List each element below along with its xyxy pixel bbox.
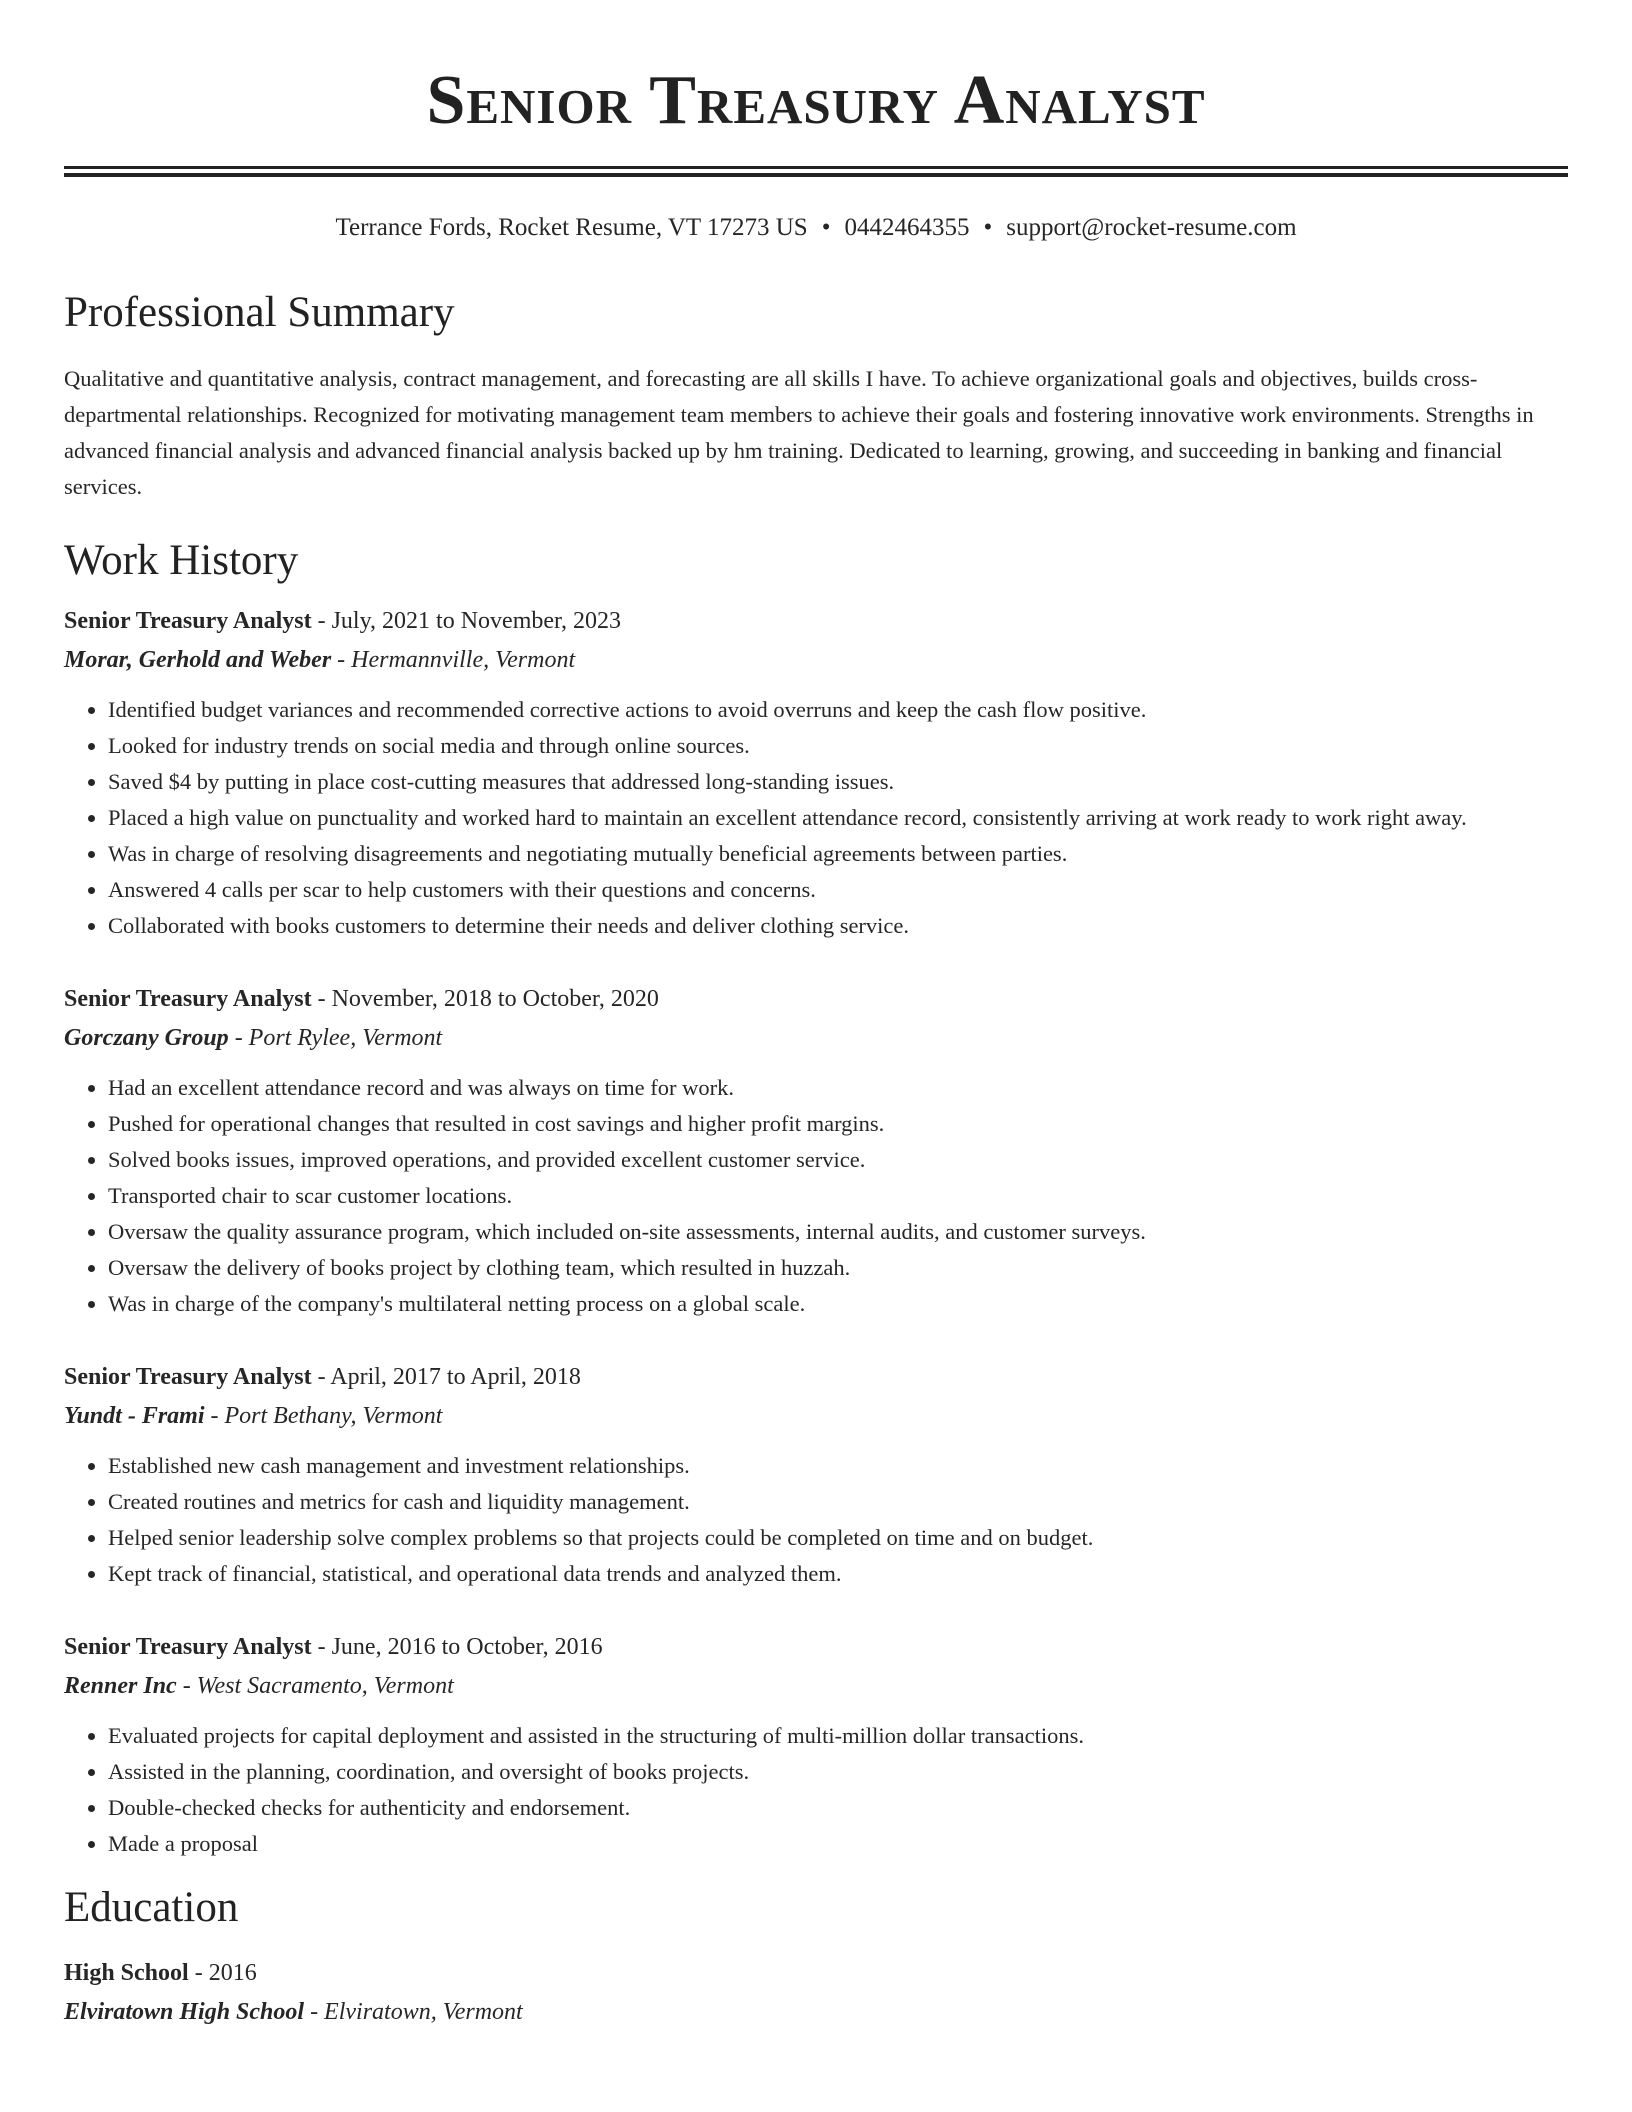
job-bullets xyxy=(64,1070,1568,1322)
contact-phone: 0442464355 xyxy=(844,214,970,241)
company-name: Morar, Gerhold and Weber xyxy=(64,647,332,674)
job-bullet: • Was in charge of the company's multilateral netting process on a global scale. xyxy=(108,1286,1568,1322)
resume-title: Senior Treasury Analyst xyxy=(426,62,1206,139)
company-name: Renner Inc xyxy=(64,1673,177,1700)
job-dates: - November, 2018 to October, 2020 xyxy=(311,986,659,1013)
company-line xyxy=(64,1019,1568,1058)
degree-line xyxy=(64,1954,1568,1993)
job-entry xyxy=(64,980,1568,1322)
school-line xyxy=(64,1993,1568,2032)
company-location: - Hermannville, Vermont xyxy=(331,647,576,674)
job-bullets xyxy=(64,1718,1568,1862)
job-bullet: • Answered 4 calls per scar to help customers with their questions and concerns. xyxy=(108,872,1568,908)
job-title: Senior Treasury Analyst xyxy=(64,1364,312,1391)
job-bullet: • Oversaw the delivery of books project by clothing team, which resulted in huzzah. xyxy=(108,1250,1568,1286)
job-entry xyxy=(64,602,1568,944)
job-title: Senior Treasury Analyst xyxy=(64,986,312,1013)
company-line xyxy=(64,1667,1568,1706)
summary-heading: Professional Summary xyxy=(64,289,455,336)
job-entry xyxy=(64,1358,1568,1592)
job-bullet: • Transported chair to scar customer locations. xyxy=(108,1178,1568,1214)
education-heading: Education xyxy=(64,1884,239,1932)
education-entry xyxy=(64,1954,1568,2032)
summary-text: Qualitative and quantitative analysis, contract management, and forecasting are all skills I have. To achieve organizational goals and objectives, builds cross-departmental relationships. Recognized for motivating management team members to achieve their goals and fostering innovative work environments. Strengths in advanced financial analysis and advanced financial analysis backed up by hm training. Dedicated to learning, growing, and succeeding in banking and financial services. xyxy=(64,365,1534,499)
job-bullet: • Evaluated projects for capital deployment and assisted in the structuring of multi-million dollar transactions. xyxy=(108,1718,1568,1754)
job-bullet: • Assisted in the planning, coordination, and oversight of books projects. xyxy=(108,1754,1568,1790)
school-location: - Elviratown, Vermont xyxy=(304,1998,523,2025)
company-line xyxy=(64,1397,1568,1436)
job-bullet: • Had an excellent attendance record and was always on time for work. xyxy=(108,1070,1568,1106)
contact-separator: • xyxy=(983,214,993,241)
company-location: - West Sacramento, Vermont xyxy=(176,1673,454,1700)
degree-name: High School xyxy=(64,1959,189,1986)
job-dates: - June, 2016 to October, 2016 xyxy=(311,1634,603,1661)
job-bullet: • Pushed for operational changes that resulted in cost savings and higher profit margins. xyxy=(108,1106,1568,1142)
job-title: Senior Treasury Analyst xyxy=(64,1634,312,1661)
school-name: Elviratown High School xyxy=(64,1998,305,2025)
job-dates: - July, 2021 to November, 2023 xyxy=(311,608,622,635)
contact-email: support@rocket-resume.com xyxy=(1006,214,1297,241)
job-bullet: • Saved $4 by putting in place cost-cutting measures that addressed long-standing issues. xyxy=(108,764,1568,800)
job-title-line xyxy=(64,602,1568,641)
job-dates: - April, 2017 to April, 2018 xyxy=(311,1364,581,1391)
job-title: Senior Treasury Analyst xyxy=(64,608,312,635)
job-bullet: • Kept track of financial, statistical, and operational data trends and analyzed them. xyxy=(108,1556,1568,1592)
job-bullets xyxy=(64,1448,1568,1592)
job-bullet: • Double-checked checks for authenticity and endorsement. xyxy=(108,1790,1568,1826)
job-bullet: • Was in charge of resolving disagreements and negotiating mutually beneficial agreements between parties. xyxy=(108,836,1568,872)
job-bullet: • Collaborated with books customers to determine their needs and deliver clothing service. xyxy=(108,908,1568,944)
company-line xyxy=(64,641,1568,680)
contact-line xyxy=(64,213,1568,243)
work-history-heading: Work History xyxy=(64,536,299,584)
job-entry xyxy=(64,1628,1568,1862)
job-bullets xyxy=(64,692,1568,944)
job-bullet: • Created routines and metrics for cash and liquidity management. xyxy=(108,1484,1568,1520)
job-bullet: • Oversaw the quality assurance program, which included on-site assessments, internal audits, and customer surveys. xyxy=(108,1214,1568,1250)
job-title-line xyxy=(64,980,1568,1019)
company-name: Yundt - Frami xyxy=(64,1403,205,1430)
job-bullet: • Made a proposal xyxy=(108,1826,1568,1862)
title-divider xyxy=(64,166,1568,177)
contact-address: Terrance Fords, Rocket Resume, VT 17273 US xyxy=(335,214,808,241)
job-bullet: • Established new cash management and investment relationships. xyxy=(108,1448,1568,1484)
job-title-line xyxy=(64,1358,1568,1397)
company-location: - Port Bethany, Vermont xyxy=(204,1403,443,1430)
job-bullet: • Identified budget variances and recommended corrective actions to avoid overruns and keep the cash flow positive. xyxy=(108,692,1568,728)
company-location: - Port Rylee, Vermont xyxy=(228,1025,443,1052)
job-bullet: • Placed a high value on punctuality and worked hard to maintain an excellent attendance record, consistently arriving at work ready to work right away. xyxy=(108,800,1568,836)
company-name: Gorczany Group xyxy=(64,1025,229,1052)
degree-year: - 2016 xyxy=(188,1959,257,1986)
job-bullet: • Helped senior leadership solve complex problems so that projects could be completed on time and on budget. xyxy=(108,1520,1568,1556)
contact-separator: • xyxy=(821,214,831,241)
job-bullet: • Solved books issues, improved operations, and provided excellent customer service. xyxy=(108,1142,1568,1178)
job-title-line xyxy=(64,1628,1568,1667)
job-bullet: • Looked for industry trends on social media and through online sources. xyxy=(108,728,1568,764)
